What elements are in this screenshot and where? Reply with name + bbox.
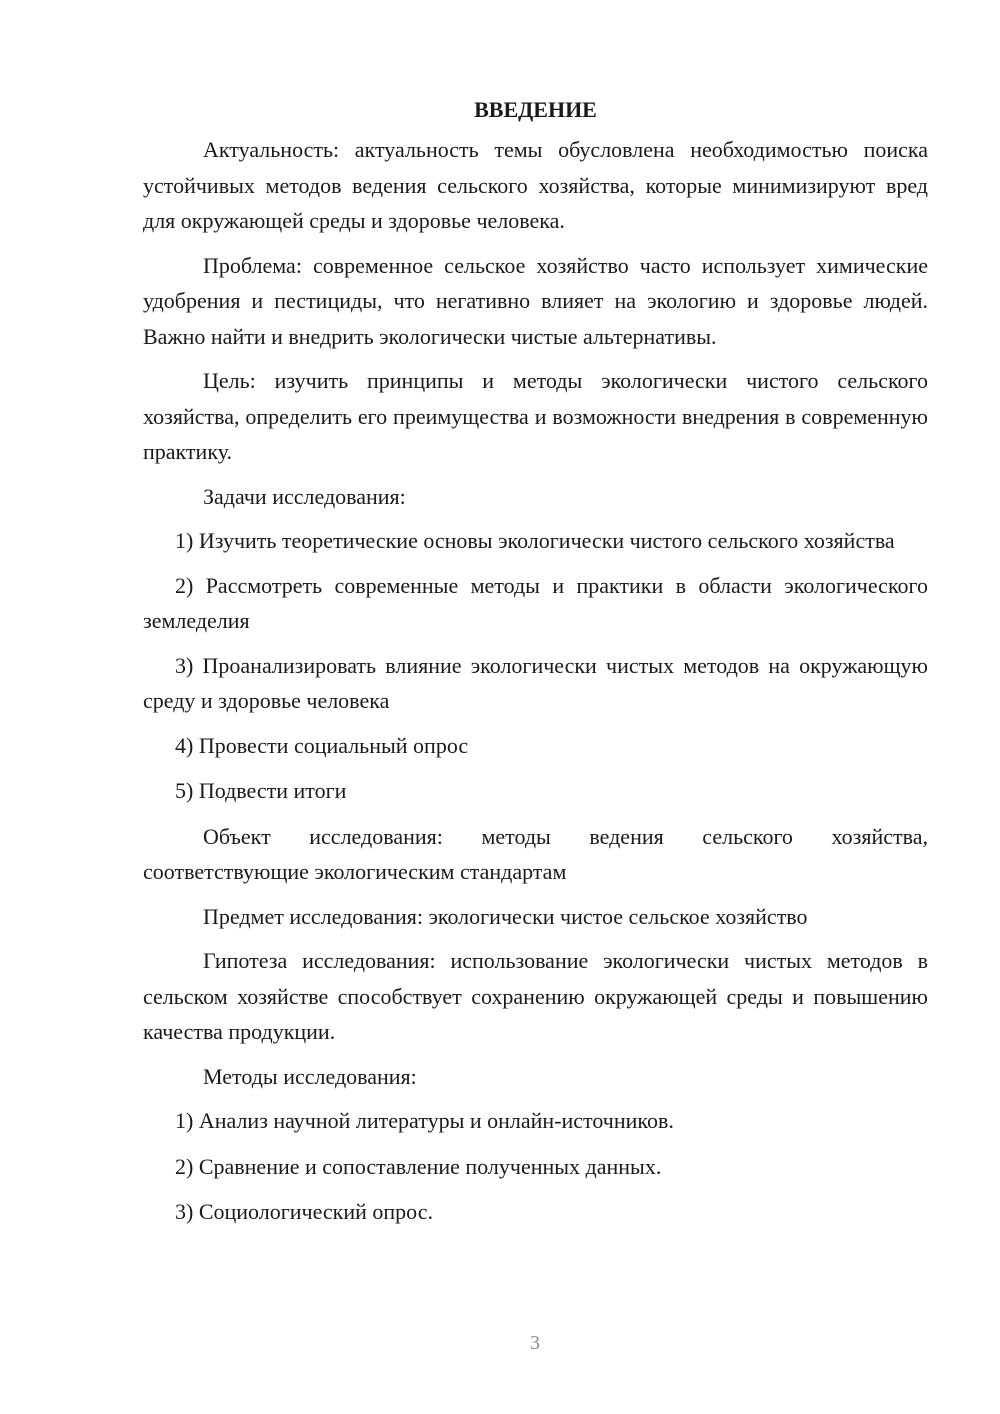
tasks-heading: Задачи исследования: [203,483,406,509]
document-page [143,92,928,1240]
page-number: 3 [530,1332,540,1354]
task-item-5: 5) Подвести итоги [175,778,347,803]
section-title: ВВЕДЕНИЕ [474,97,597,122]
goal-paragraph: Цель: изучить принципы и методы экологически чистого сельского хозяйства, определить его преимущества и возможности внедрения в современную практику. [143,368,928,464]
task-item-4: 4) Провести социальный опрос [175,732,469,758]
problem-paragraph: Проблема: современное сельское хозяйство часто использует химические удобрения и пестициды, что негативно влияет на экологию и здоровье людей. Важно найти и внедрить экологически чистые альтернативы. [143,252,928,349]
methods-heading: Методы исследования: [203,1063,417,1089]
hypothesis-paragraph: Гипотеза исследования: использование экологически чистых методов в сельском хозяйстве способствует сохранению окружающей среды и повышению качества продукции. [143,948,928,1044]
object-paragraph: Объект исследования: методы ведения сельского хозяйства, соответствующие экологическим стандартам [143,823,928,884]
method-item-2: 2) Сравнение и сопоставление полученных данных. [175,1153,662,1179]
method-item-1: 1) Анализ научной литературы и онлайн-источников. [175,1108,674,1133]
task-item-2: 2) Рассмотреть современные методы и практики в области экологического земледелия [143,572,928,633]
subject-paragraph: Предмет исследования: экологически чистое сельское хозяйство [203,903,808,929]
relevance-paragraph: Актуальность: актуальность темы обусловлена необходимостью поиска устойчивых методов ведения сельского хозяйства, которые минимизируют вред для окружающей среды и здоровье человека. [143,137,928,233]
task-item-1: 1) Изучить теоретические основы экологически чистого сельского хозяйства [175,528,895,553]
method-item-3: 3) Социологический опрос. [175,1199,433,1224]
task-item-3: 3) Проанализировать влияние экологически чистых методов на окружающую среду и здоровье человека [143,652,928,713]
